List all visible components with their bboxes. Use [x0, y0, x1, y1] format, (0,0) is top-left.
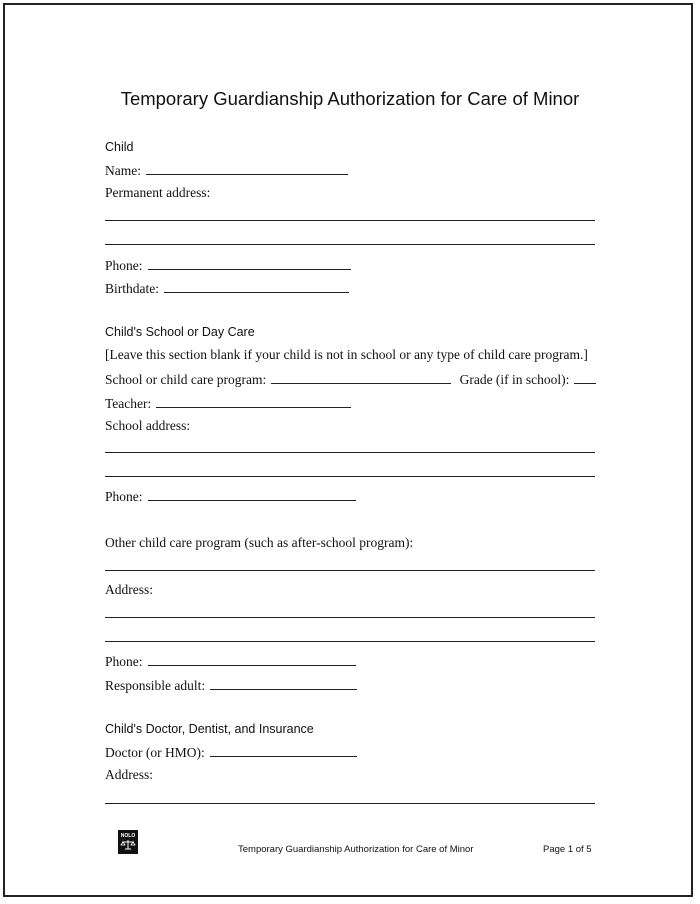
other-phone-label: Phone: — [105, 654, 143, 669]
school-program-row — [105, 371, 596, 388]
other-address-label: Address: — [105, 582, 153, 597]
child-birthdate-row — [105, 280, 349, 297]
page-border — [3, 3, 693, 897]
section-heading-medical: Child's Doctor, Dentist, and Insurance — [105, 722, 314, 736]
child-name-field[interactable] — [146, 162, 348, 175]
child-birthdate-label: Birthdate: — [105, 281, 159, 296]
child-birthdate-field[interactable] — [164, 280, 349, 293]
teacher-label: Teacher: — [105, 396, 152, 411]
doctor-address-line[interactable] — [105, 803, 595, 804]
responsible-adult-row — [105, 677, 357, 694]
school-program-field[interactable] — [271, 371, 451, 384]
teacher-row — [105, 395, 351, 412]
school-address-line-2[interactable] — [105, 476, 595, 477]
permanent-address-line-2[interactable] — [105, 244, 595, 245]
school-address-line-1[interactable] — [105, 452, 595, 453]
document-title: Temporary Guardianship Authorization for Care of Minor — [120, 88, 580, 109]
doctor-field[interactable] — [210, 744, 357, 757]
school-phone-row — [105, 488, 356, 505]
child-name-row — [105, 162, 348, 179]
footer-page-number: Page 1 of 5 — [543, 844, 592, 855]
responsible-adult-label: Responsible adult: — [105, 678, 206, 693]
other-program-line[interactable] — [105, 570, 595, 571]
section-heading-child: Child — [105, 140, 134, 154]
school-program-label: School or child care program: — [105, 372, 267, 387]
permanent-address-line-1[interactable] — [105, 220, 595, 221]
school-address-label: School address: — [105, 418, 191, 433]
other-address-line-1[interactable] — [105, 617, 595, 618]
teacher-field[interactable] — [156, 395, 351, 408]
scales-icon — [118, 830, 138, 854]
school-phone-field[interactable] — [148, 488, 356, 501]
other-program-label: Other child care program (such as after-school program): — [105, 535, 414, 550]
grade-label: Grade (if in school): — [459, 372, 570, 387]
doctor-address-label: Address: — [105, 767, 153, 782]
nolo-logo-icon — [118, 830, 138, 854]
doctor-row — [105, 744, 357, 761]
child-phone-field[interactable] — [148, 257, 351, 270]
grade-field[interactable] — [574, 371, 596, 384]
section-heading-school: Child's School or Day Care — [105, 325, 255, 339]
child-phone-label: Phone: — [105, 258, 143, 273]
footer-title: Temporary Guardianship Authorization for Care of Minor — [238, 844, 474, 855]
school-phone-label: Phone: — [105, 489, 143, 504]
logo-text: NOLO — [120, 833, 136, 839]
other-phone-row — [105, 653, 356, 670]
child-name-label: Name: — [105, 163, 141, 178]
doctor-label: Doctor (or HMO): — [105, 745, 205, 760]
other-address-line-2[interactable] — [105, 641, 595, 642]
permanent-address-label: Permanent address: — [105, 185, 211, 200]
child-phone-row — [105, 257, 351, 274]
responsible-adult-field[interactable] — [210, 677, 357, 690]
school-instruction: [Leave this section blank if your child is not in school or any type of child care program.] — [105, 347, 588, 362]
other-phone-field[interactable] — [148, 653, 356, 666]
